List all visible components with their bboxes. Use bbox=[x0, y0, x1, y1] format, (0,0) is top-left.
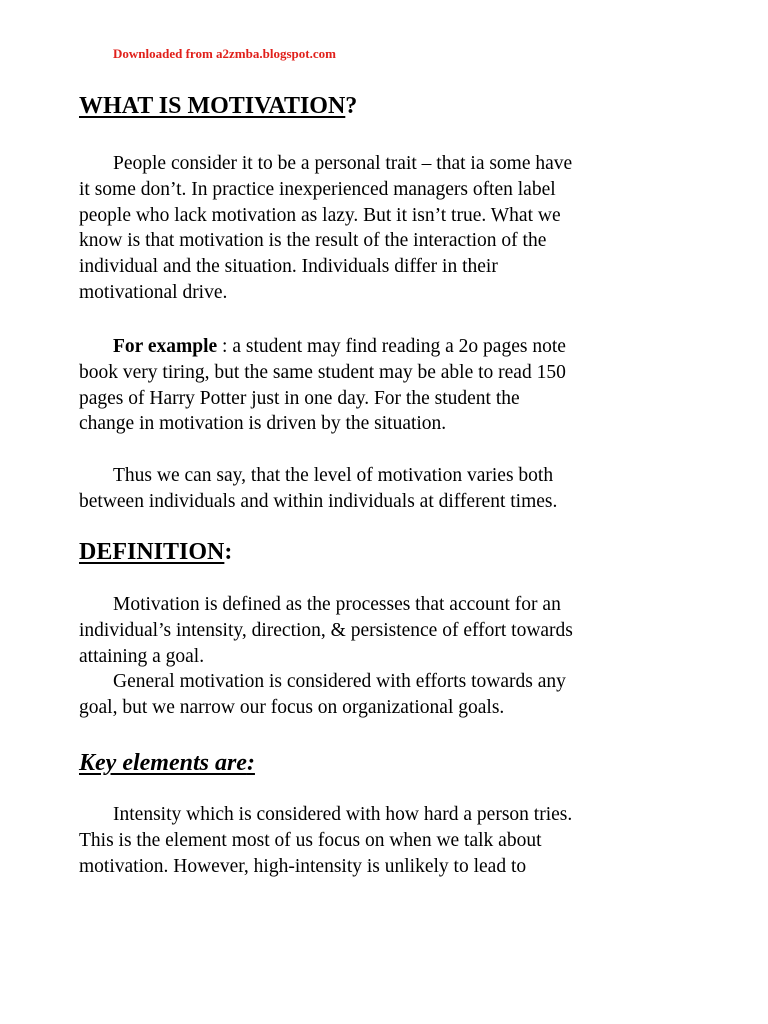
paragraph-line: book very tiring, but the same student may be able to read 150 bbox=[79, 361, 566, 383]
heading-what-is-motivation bbox=[79, 92, 357, 120]
paragraph-line: individual’s intensity, direction, & persistence of effort towards bbox=[79, 619, 573, 641]
heading-definition-text: DEFINITION bbox=[79, 539, 225, 565]
paragraph-line: pages of Harry Potter just in one day. For the student the bbox=[79, 387, 520, 409]
paragraph-line: motivation. However, high-intensity is unlikely to lead to bbox=[79, 855, 527, 877]
paragraph-line: This is the element most of us focus on when we talk about bbox=[79, 829, 542, 851]
paragraph-line: Motivation is defined as the processes that account for an bbox=[113, 594, 561, 615]
paragraph-line: individual and the situation. Individuals differ in their bbox=[79, 256, 498, 278]
paragraph-line: goal, but we narrow our focus on organizational goals. bbox=[79, 697, 505, 719]
paragraph-line: General motivation is considered with efforts towards any bbox=[113, 671, 566, 693]
for-example-lead: For example bbox=[113, 336, 218, 357]
paragraph-intensity bbox=[79, 802, 669, 879]
paragraph-line: people who lack motivation as lazy. But it isn’t true. What we bbox=[79, 204, 561, 226]
heading-what-is-motivation-suffix: ? bbox=[345, 93, 358, 119]
heading-key-elements bbox=[79, 749, 255, 777]
paragraph-line-first bbox=[79, 334, 669, 360]
heading-definition-suffix: : bbox=[224, 539, 233, 565]
paragraph-personal-trait bbox=[79, 151, 669, 306]
paragraph-line: motivational drive. bbox=[79, 281, 228, 303]
paragraph-line: know is that motivation is the result of the interaction of the bbox=[79, 230, 547, 252]
paragraph-line: between individuals and within individuals at different times. bbox=[79, 490, 558, 512]
heading-definition bbox=[79, 538, 232, 566]
paragraph-level-of-motivation bbox=[79, 463, 669, 515]
heading-key-elements-text: Key elements are bbox=[79, 750, 247, 776]
paragraph-line: it some don’t. In practice inexperienced managers often label bbox=[79, 178, 556, 200]
for-example-rest: : a student may find reading a 2o pages note bbox=[217, 336, 566, 357]
paragraph-line: attaining a goal. bbox=[79, 645, 205, 667]
paragraph-line: Intensity which is considered with how hard a person tries. bbox=[113, 804, 573, 825]
paragraph-line: change in motivation is driven by the situation. bbox=[79, 413, 447, 435]
paragraph-for-example bbox=[79, 334, 669, 437]
paragraph-line: Thus we can say, that the level of motivation varies both bbox=[113, 465, 554, 486]
paragraph-line: People consider it to be a personal trait – that ia some have bbox=[113, 153, 573, 174]
paragraph-definition bbox=[79, 592, 669, 721]
download-source-note: Downloaded from a2zmba.blogspot.com bbox=[113, 46, 336, 61]
heading-key-elements-suffix: : bbox=[246, 750, 255, 776]
heading-what-is-motivation-text: WHAT IS MOTIVATION bbox=[79, 93, 346, 119]
